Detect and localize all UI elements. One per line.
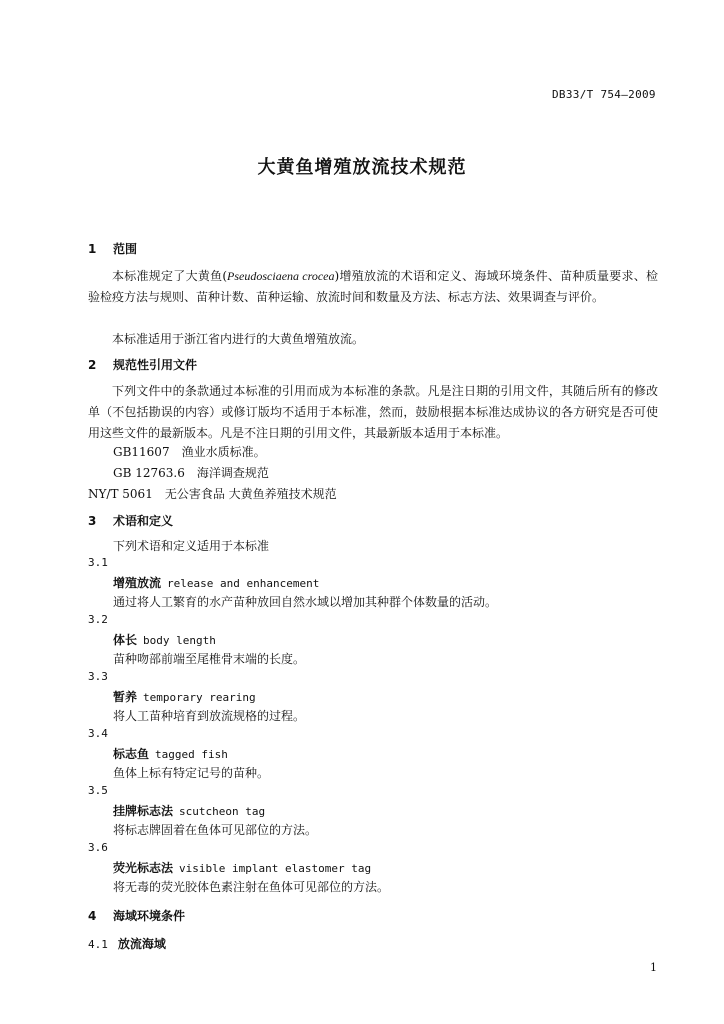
section-2-paragraph-1: 下列文件中的条款通过本标准的引用而成为本标准的条款。凡是注日期的引用文件，其随后所有的修改单（不包括勘误的内容）或修订版均不适用于本标准，然而，鼓励根据本标准达成协议的各方研究是否可使用这些文件的最新版本。凡是不注日期的引用文件，其最新版本适用于本标准。: [88, 384, 658, 440]
term-heading: [113, 631, 216, 648]
clause-number: 3.1: [88, 556, 108, 569]
subsection-4-1-heading: [88, 935, 166, 952]
term-zh: 暂养: [113, 690, 138, 704]
clause-number: 3.4: [88, 727, 108, 740]
section-number: 2: [88, 358, 97, 372]
reference-code: NY/T 5061: [88, 487, 153, 501]
reference-name: 无公害食品 大黄鱼养殖技术规范: [164, 487, 337, 501]
term-en: visible implant elastomer tag: [179, 862, 372, 875]
term-heading: [113, 859, 371, 876]
reference-item: [113, 464, 269, 481]
term-zh: 体长: [113, 633, 138, 647]
term-definition: 将人工苗种培育到放流规格的过程。: [113, 709, 306, 723]
section-title: 海域环境条件: [113, 909, 186, 923]
section-title: 术语和定义: [113, 514, 174, 528]
latin-species-name: Pseudosciaena crocea: [227, 269, 335, 283]
term-en: scutcheon tag: [179, 805, 266, 818]
section-1-heading: [88, 240, 137, 257]
section-1-paragraph-2: 本标准适用于浙江省内进行的大黄鱼增殖放流。: [112, 332, 365, 346]
section-1-paragraph-1: [88, 266, 658, 308]
section-number: 4: [88, 909, 97, 923]
paragraph-text: 本标准规定了大黄鱼(: [112, 269, 228, 283]
clause-number: 3.5: [88, 784, 108, 797]
clause-number: 3.6: [88, 841, 108, 854]
reference-name: 海洋调查规范: [196, 466, 269, 480]
page-title: 大黄鱼增殖放流技术规范: [257, 157, 467, 178]
term-en: body length: [143, 634, 216, 647]
document-number: DB33/T 754—2009: [552, 88, 656, 101]
clause-number: 3.3: [88, 670, 108, 683]
term-zh: 荧光标志法: [113, 861, 174, 875]
term-en: temporary rearing: [143, 691, 256, 704]
term-zh: 挂牌标志法: [113, 804, 174, 818]
reference-code: GB 12763.6: [113, 466, 185, 480]
section-2-heading: [88, 356, 197, 373]
paragraph-text: )增殖放流的术语和定义、海域环境条件、苗种质量要求、检验检疫方法与规则、苗种计数、苗种运输、放流时间和数量及方法、标志方法、效果调查与评价。: [88, 269, 659, 304]
page-number: 1: [650, 961, 657, 974]
section-number: 3: [88, 514, 97, 528]
term-definition: 鱼体上标有特定记号的苗种。: [113, 766, 270, 780]
term-heading: [113, 802, 265, 819]
section-4-heading: [88, 907, 185, 924]
reference-item: [113, 443, 266, 460]
subsection-title: 放流海域: [117, 937, 166, 951]
subsection-number: 4.1: [88, 938, 108, 951]
reference-item: [88, 485, 337, 502]
term-definition: 苗种吻部前端至尾椎骨末端的长度。: [113, 652, 306, 666]
term-definition: 将无毒的荧光胶体色素注射在鱼体可见部位的方法。: [113, 880, 390, 894]
reference-name: 渔业水质标准。: [181, 445, 266, 459]
term-en: release and enhancement: [167, 577, 320, 590]
section-3-intro: 下列术语和定义适用于本标准: [113, 539, 270, 553]
term-zh: 标志鱼: [113, 747, 150, 761]
section-title: 规范性引用文件: [113, 358, 198, 372]
clause-number: 3.2: [88, 613, 108, 626]
term-definition: 将标志牌固着在鱼体可见部位的方法。: [113, 823, 318, 837]
term-heading: [113, 688, 256, 705]
term-heading: [113, 745, 228, 762]
section-title: 范围: [113, 242, 138, 256]
term-heading: [113, 574, 319, 591]
reference-code: GB11607: [113, 445, 170, 459]
term-definition: 通过将人工繁育的水产苗种放回自然水域以增加其种群个体数量的活动。: [113, 595, 498, 609]
term-en: tagged fish: [155, 748, 228, 761]
section-3-heading: [88, 512, 173, 529]
section-number: 1: [88, 242, 97, 256]
term-zh: 增殖放流: [113, 576, 162, 590]
